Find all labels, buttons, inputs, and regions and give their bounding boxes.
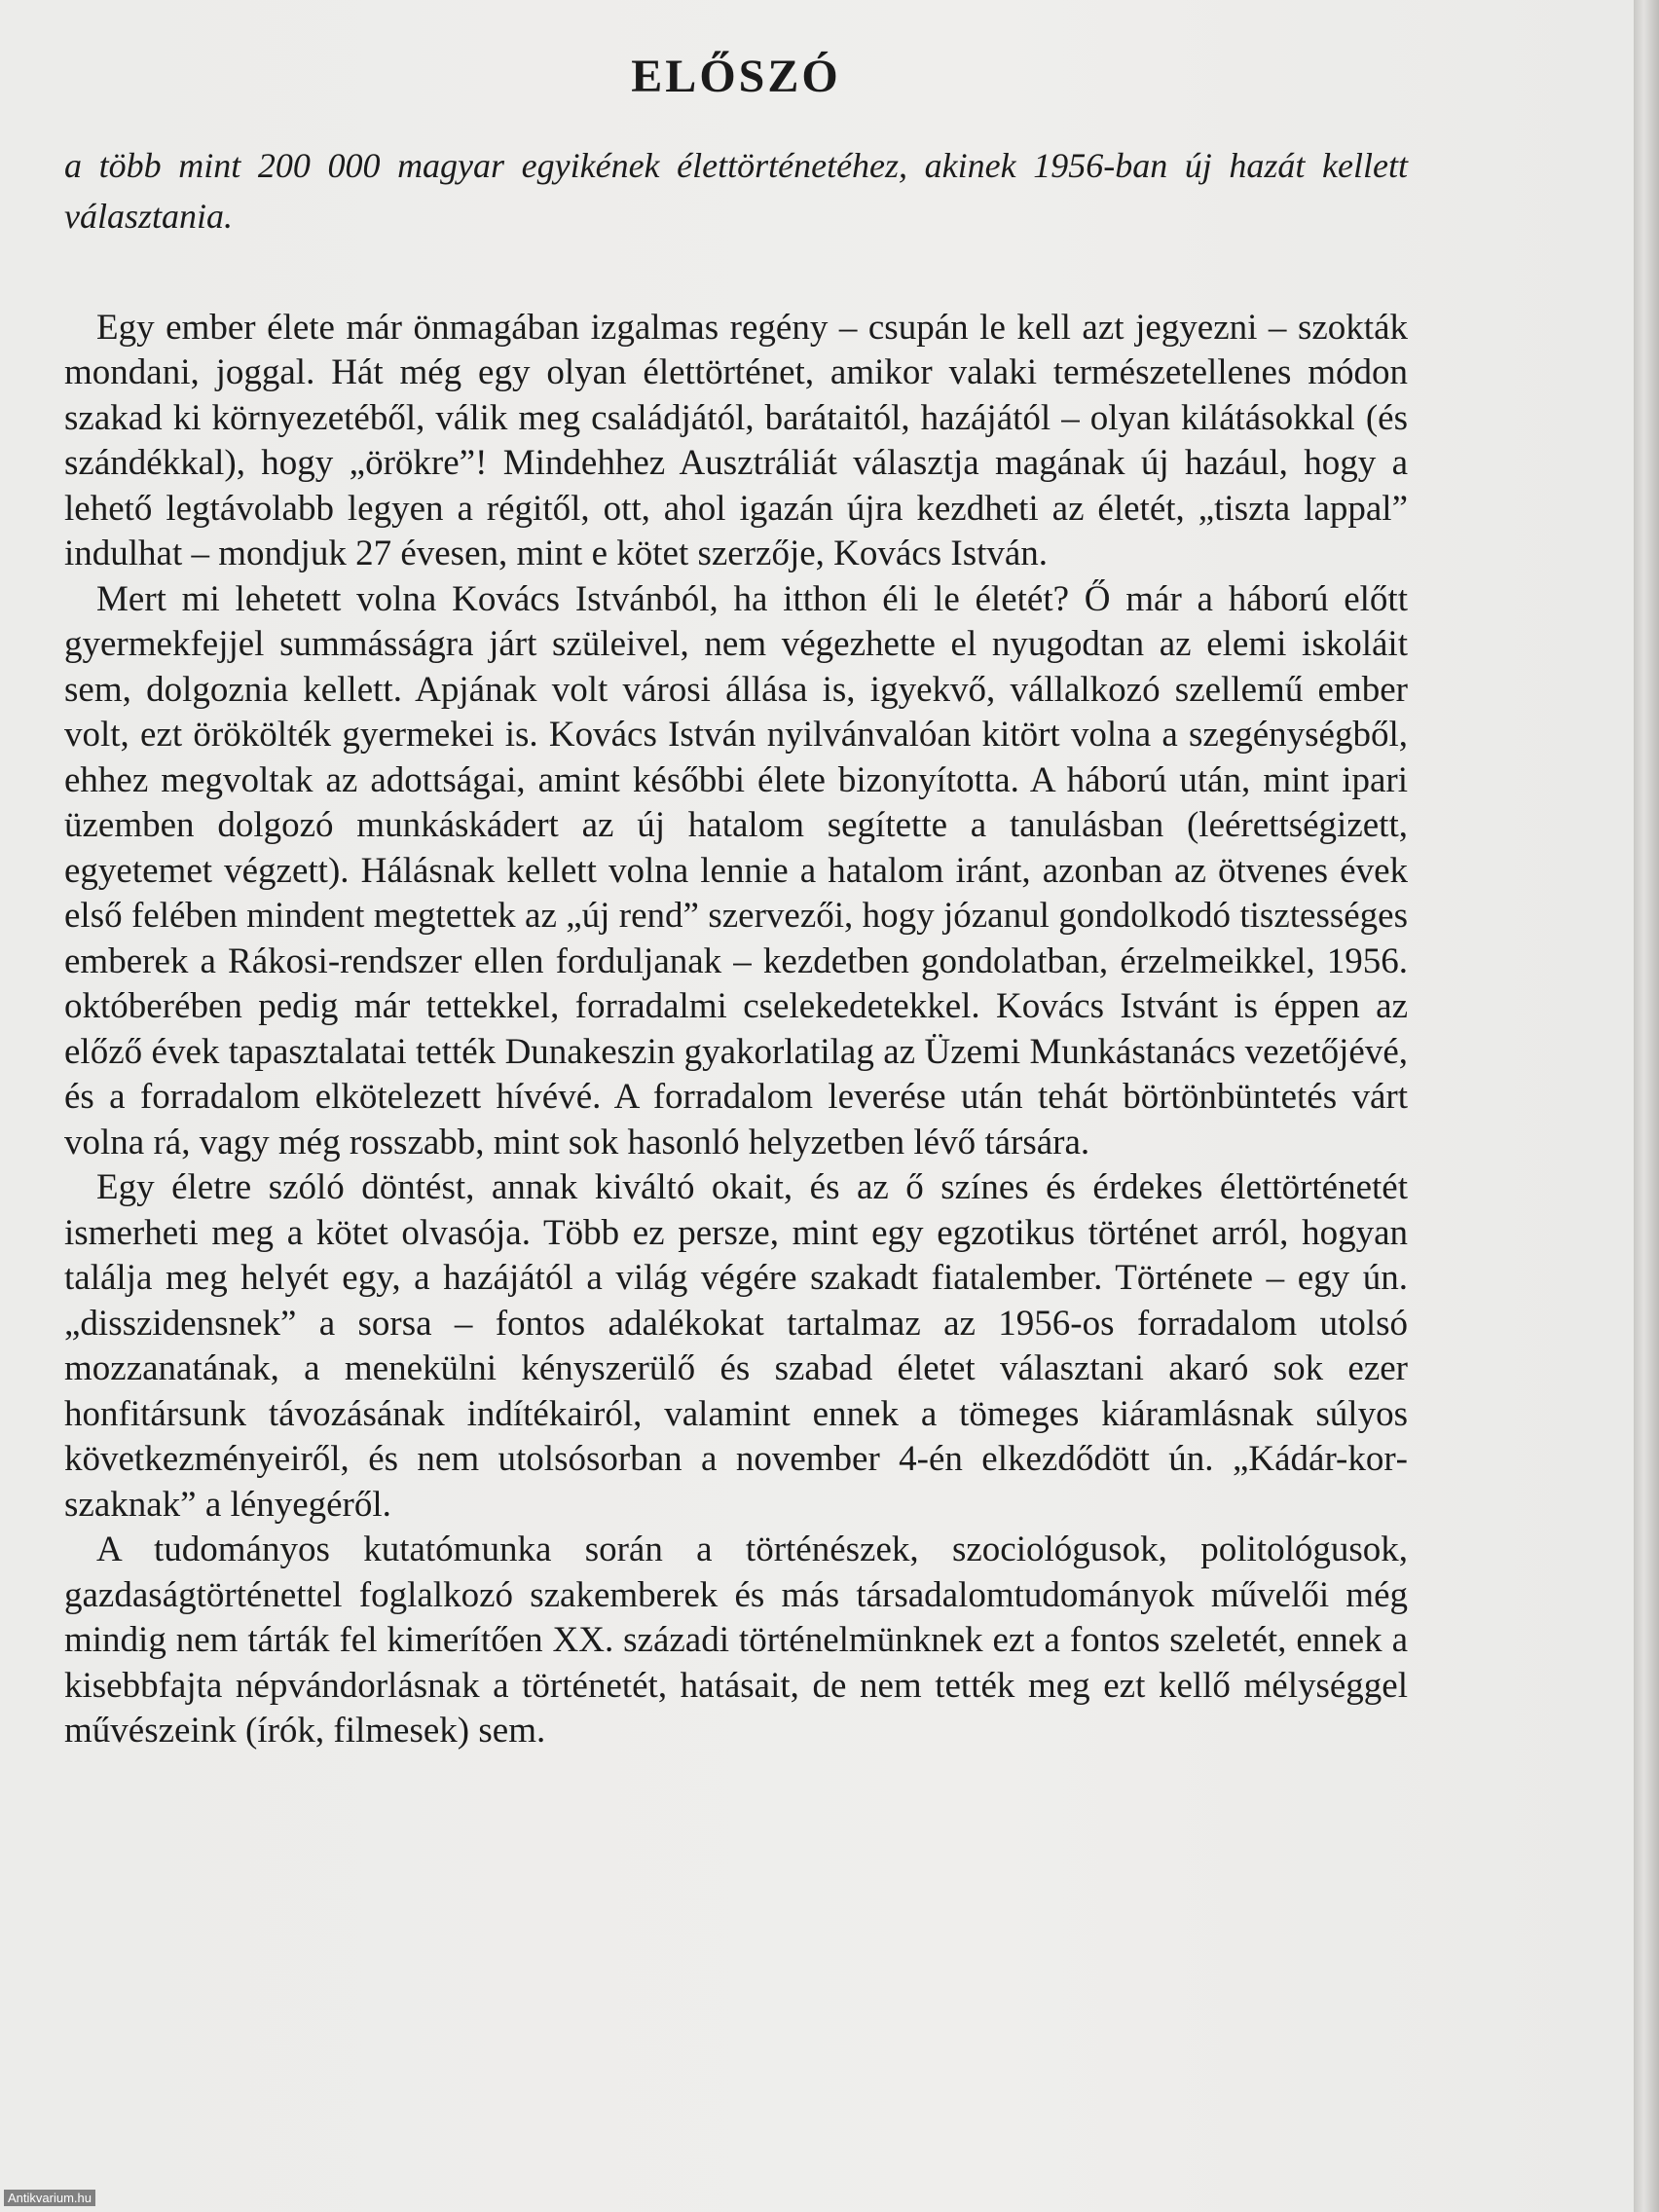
subtitle-dedication: a több mint 200 000 magyar egyikének élettörténetéhez, akinek 1956-ban új hazát kellett választania. [64, 145, 1408, 236]
watermark: Antikvarium.hu [4, 2190, 95, 2206]
paragraph-4: A tudományos kutatómunka során a történészek, szociológusok, politológusok, gazdaságtörténettel foglalkozó szakemberek és más társadalomtudományok művelői még mindig nem tárták fel kimerítően XX. századi történelmünknek ezt a fontos szeletét, ennek a kisebbfajta népvándorlásnak a történetét, hatásait, de nem tették meg ezt kellő mélységgel művészeink (írók, filmesek) sem. [64, 1530, 1408, 1751]
page-content [64, 49, 1408, 1754]
paragraph-2: Mert mi lehetett volna Kovács Istvánból, ha itthon éli le életét? Ő már a háború előtt gyermekfejjel summásságra járt szüleivel, nem végezhette el nyugodtan az elemi iskoláit sem, dolgoznia kellett. Apjának volt városi állása is, igyekvő, vállalkozó szellemű ember volt, ezt örökölték gyermekei is. Kovács István nyilvánvalóan kitört volna a szegénységből, ehhez megvoltak az adottságai, amint későbbi élete bizonyította. A háború után, mint ipari üzemben dolgozó munkáskádert az új hatalom segítette a tanulásban (leérettségizett, egyetemet végzett). Hálásnak kellett volna lennie a hatalom iránt, azonban az ötvenes évek első felében mindent megtettek az „új rend” szervezői, hogy józanul gondolkodó tisztességes emberek a Rákosi-rendszer ellen forduljanak – kezdetben gondolatban, érzelmeikkel, 1956. októberében pedig már tettekkel, forradalmi cselekedetekkel. Kovács Istvánt is éppen az előző évek tapasztalatai tették Dunakeszin gyakorlatilag az Üzemi Munkástanács vezetőjévé, és a forradalom elkötelezett hívévé. A forradalom leverése után tehát börtönbüntetés várt volna rá, vagy még rosszabb, mint sok hasonló helyzetben lévő társára. [64, 578, 1408, 1162]
page-title: ELŐSZÓ [631, 51, 841, 102]
page-edge-shadow [1634, 0, 1659, 2212]
paragraph-1: Egy ember élete már önmagában izgalmas regény – csupán le kell azt jegyezni – szokták mondani, joggal. Hát még egy olyan élettörténet, amikor valaki természetellenes módon szakad ki környezetéből, válik meg családjától, barátaitól, hazájától – olyan kilátásokkal (és szándékkal), hogy „örökre”! Mindehhez Ausztráliát választja magának új hazául, hogy a lehető legtávolabb legyen a régitől, ott, ahol igazán újra kezdheti az életét, „tiszta lappal” indulhat – mondjuk 27 évesen, mint e kötet szerzője, Kovács István. [64, 307, 1408, 574]
paragraph-3: Egy életre szóló döntést, annak kiváltó okait, és az ő színes és érdekes élettörténetét ismerheti meg a kötet olvasója. Több ez persze, mint egy egzotikus történet arról, hogyan találja meg helyét egy, a hazájától a világ végére szakadt fiatalember. Története – egy ún. „disszidensnek” a sorsa – fontos adalékokat tartalmaz az 1956-os forradalom utolsó mozzanatának, a menekülni kényszerülő és szabad életet választani akaró sok ezer honfitársunk távozásának indítékairól, valamint ennek a tömeges kiáramlásnak súlyos következményeiről, és nem utolsósorban a november 4-én elkezdődött ún. „Kádár-korszaknak” a lényegéről. [64, 1167, 1408, 1525]
